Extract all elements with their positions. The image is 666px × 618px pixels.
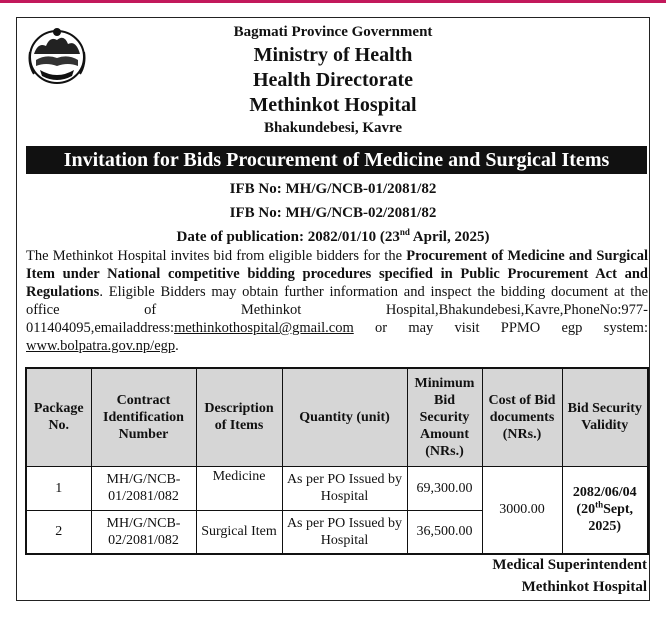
- ifb-number-1: IFB No: MH/G/NCB-01/2081/82: [229, 181, 437, 197]
- security-amount: 69,300.00: [407, 466, 482, 510]
- top-accent-line: [0, 0, 666, 3]
- ministry-name: Ministry of Health: [253, 44, 413, 66]
- package-no: 1: [26, 466, 91, 510]
- egp-link[interactable]: www.bolpatra.gov.np/egp: [26, 338, 176, 354]
- signatory-org: Methinkot Hospital: [521, 579, 647, 595]
- item-description: Surgical Item: [196, 510, 282, 554]
- bid-table: [25, 367, 649, 555]
- hospital-name: Methinkot Hospital: [249, 94, 417, 116]
- gov-name: Bagmati Province Government: [233, 24, 433, 40]
- ifb-number-2: IFB No: MH/G/NCB-02/2081/82: [229, 205, 437, 221]
- bid-doc-cost: 3000.00: [482, 466, 562, 554]
- col-header: Contract Identification Number: [91, 368, 196, 466]
- directorate-name: Health Directorate: [252, 69, 414, 91]
- package-no: 2: [26, 510, 91, 554]
- col-header: Minimum Bid Security Amount (NRs.): [407, 368, 482, 466]
- security-amount: 36,500.00: [407, 510, 482, 554]
- col-header: Description of Items: [196, 368, 282, 466]
- col-header: Quantity (unit): [282, 368, 407, 466]
- quantity: As per PO Issued by Hospital: [282, 510, 407, 554]
- signatory-title: Medical Superintendent: [492, 557, 647, 573]
- col-header: Bid Security Validity: [562, 368, 648, 466]
- email-link[interactable]: methinkothospital@gmail.com: [174, 320, 354, 336]
- quantity: As per PO Issued by Hospital: [282, 466, 407, 510]
- col-header: Package No.: [26, 368, 91, 466]
- publication-date: Date of publication: 2082/01/10 (23nd April, 2025): [176, 227, 490, 245]
- contract-id: MH/G/NCB-02/2081/082: [91, 510, 196, 554]
- table-row: [26, 466, 648, 510]
- title-banner: Invitation for Bids Procurement of Medicine and Surgical Items: [26, 146, 647, 174]
- item-description: Medicine: [196, 466, 282, 510]
- table-header-row: [26, 368, 648, 466]
- contract-id: MH/G/NCB-01/2081/082: [91, 466, 196, 510]
- security-validity: 2082/06/04 (20thSept, 2025): [562, 466, 648, 554]
- invitation-paragraph: The Methinkot Hospital invites bid from eligible bidders for the Procurement of Medicine and Surgical Item under National competitive bidding procedures specified in Public Procurement Act and Regulations. Eligible Bidders may obtain further information and inspect the bidding document at the office of Methinkot Hospital,Bhakundebesi,Kavre,PhoneNo:977-011404095,emailaddress:methinkothospital@gmail.com or may visit PPMO egp system: www.bolpatra.gov.np/egp.: [26, 248, 648, 354]
- col-header: Cost of Bid documents (NRs.): [482, 368, 562, 466]
- location: Bhakundebesi, Kavre: [263, 120, 403, 136]
